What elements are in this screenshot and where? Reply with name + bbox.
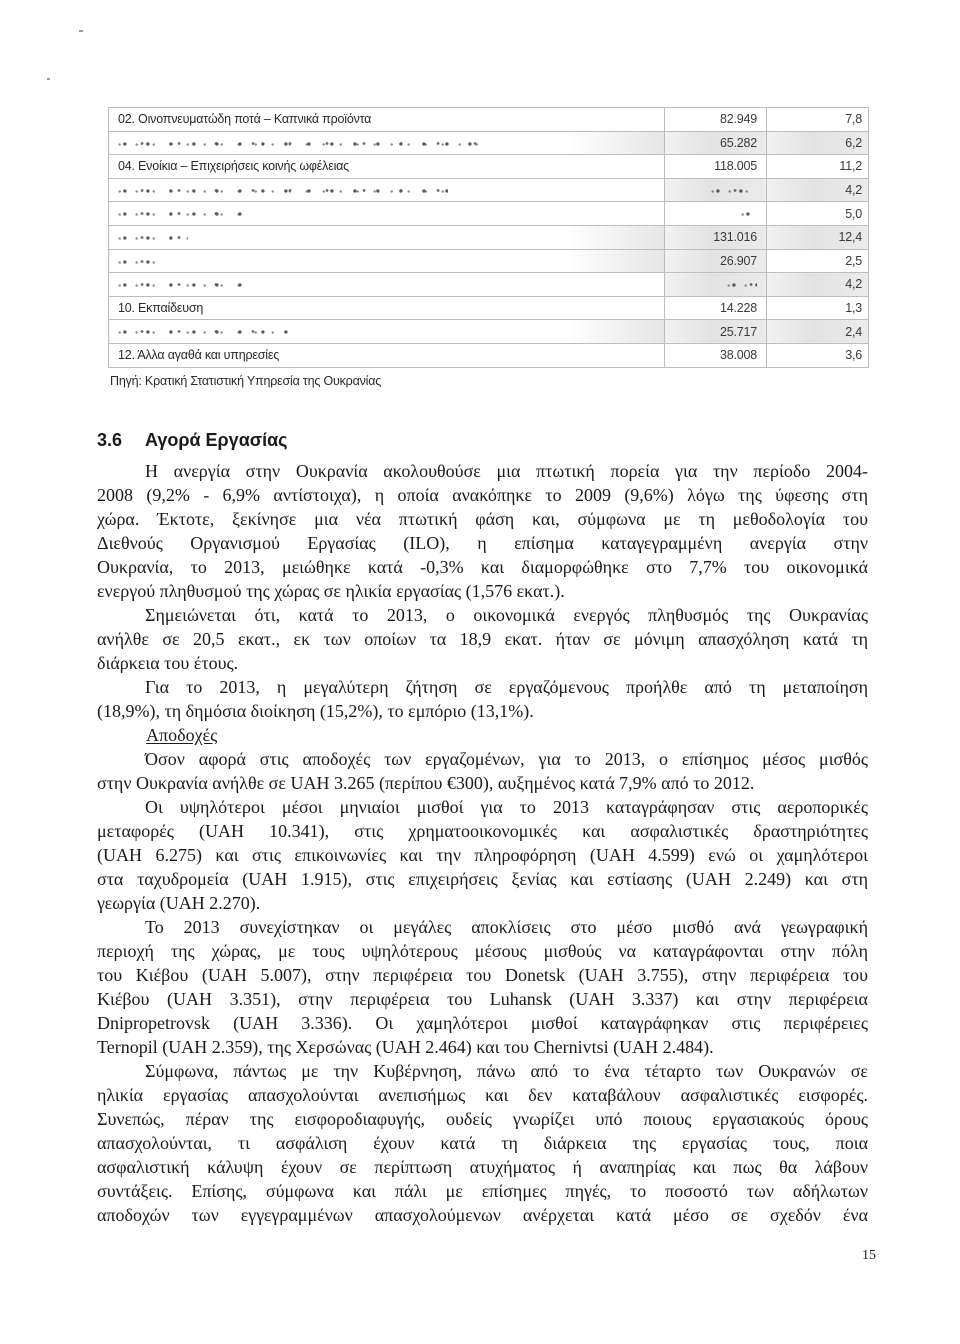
paragraph-line: ανήλθε σε 20,5 εκατ., εκ των οποίων τα 18,9 εκατ. ήταν σε μόνιμη απασχόληση κατά τη (97, 629, 868, 649)
row-amount: 82.949 (665, 108, 767, 132)
row-label: 04. Ενοίκια – Επιχειρήσεις κοινής ωφέλειας (109, 155, 665, 179)
paragraph-line: ηλικία εργασίας απασχολούνται ανεπισήμως και δεν καταβάλουν ασφαλιστικές εισφορές. (97, 1085, 868, 1105)
paragraph (97, 795, 868, 915)
paragraph-line: γεωργία (UAH 2.270). (97, 893, 261, 913)
paragraph-line: του Κιέβου (UAH 5.007), στην περιφέρεια του Donetsk (UAH 3.755), στην περιφέρεια του (97, 965, 868, 985)
table-row (109, 108, 869, 132)
paragraph-line: 2008 (9,2% - 6,9% αντίστοιχα), η οποία ανακόπηκε το 2009 (9,6%) λόγω της ύφεσης στη (97, 485, 868, 505)
scan-speck (79, 30, 83, 32)
row-label (109, 249, 665, 273)
paragraph-line: Όσον αφορά στις αποδοχές των εργαζομένων, για το 2013, ο επίσημος μέσος μισθός (145, 749, 868, 769)
scan-noise (711, 186, 757, 196)
row-share: 11,2 (767, 155, 869, 179)
paragraph-line: Οι υψηλότεροι μέσοι μηνιαίοι μισθοί για το 2013 καταγράφησαν στις αεροπορικές (145, 797, 868, 817)
paragraph-line: περιοχή της χώρας, με τους υψηλότερους μέσους μισθούς να καταγράφονται στην πόλη (97, 941, 868, 961)
subheading-wages: Αποδοχές (146, 725, 218, 745)
row-amount: 14.228 (665, 296, 767, 320)
paragraph-line: Ternopil (UAH 2.359), της Χερσώνας (UAH 2.464) και του Chernivtsi (UAH 2.484). (97, 1037, 714, 1057)
row-amount: 26.907 (665, 249, 767, 273)
row-share: 4,2 (767, 273, 869, 297)
row-amount: 118.005 (665, 155, 767, 179)
paragraph-line: διάρκεια του έτους. (97, 653, 239, 673)
row-label: 10. Εκπαίδευση (109, 296, 665, 320)
row-label (109, 273, 665, 297)
table-row (109, 320, 869, 344)
row-amount (665, 273, 767, 297)
row-share: 1,3 (767, 296, 869, 320)
paragraph (97, 747, 868, 795)
table-source: Πηγή: Κρατική Στατιστική Υπηρεσία της Ουκρανίας (110, 374, 382, 388)
row-label (109, 225, 665, 249)
page-number: 15 (862, 1248, 876, 1263)
scan-noise (118, 139, 478, 149)
table-row (109, 273, 869, 297)
paragraph-line: (UAH 6.275) και στις επικοινωνίες και την πληροφόρηση (UAH 4.599) ενώ οι χαμηλότεροι (97, 845, 868, 865)
scan-noise (118, 280, 248, 290)
paragraph-line: Σημειώνεται ότι, κατά το 2013, ο οικονομικά ενεργός πληθυσμός της Ουκρανίας (145, 605, 868, 625)
row-amount (665, 202, 767, 226)
paragraph-line: Ουκρανία, το 2013, μειώθηκε κατά -0,3% και διαμορφώθηκε στο 7,7% του οικονομικά (97, 557, 868, 577)
paragraph (97, 915, 868, 1059)
paragraph-line: Dnipropetrovsk (UAH 3.336). Οι χαμηλότεροι μισθοί καταγράφηκαν στις περιφέρειες (97, 1013, 868, 1033)
scan-noise (118, 233, 188, 243)
table-row (109, 296, 869, 320)
row-label (109, 202, 665, 226)
section-heading (97, 428, 397, 452)
row-share: 2,4 (767, 320, 869, 344)
paragraph-line: Το 2013 συνεχίστηκαν οι μεγάλες αποκλίσεις στο μέσο μισθό ανά γεωγραφική (145, 917, 868, 937)
paragraph-line: ενεργού πληθυσμού της χώρας σε ηλικία εργασίας (1,576 εκατ.). (97, 581, 565, 601)
row-amount: 65.282 (665, 131, 767, 155)
table-row (109, 343, 869, 367)
scan-noise (118, 327, 288, 337)
row-share: 4,2 (767, 178, 869, 202)
row-label (109, 131, 665, 155)
paragraph (97, 675, 868, 723)
row-amount: 25.717 (665, 320, 767, 344)
expenditure-table (108, 107, 869, 368)
paragraph-line: Για το 2013, η μεγαλύτερη ζήτηση σε εργαζόμενους προήλθε από τη μεταποίηση (145, 677, 868, 697)
row-share: 12,4 (767, 225, 869, 249)
row-label: 12. Άλλα αγαθά και υπηρεσίες (109, 343, 665, 367)
row-label (109, 178, 665, 202)
scan-noise (118, 186, 448, 196)
paragraph-line: Σύμφωνα, πάντως με την Κυβέρνηση, πάνω από το ένα τέταρτο των Ουκρανών σε (145, 1061, 868, 1081)
paragraph-line: Κιέβου (UAH 3.351), στην περιφέρεια του Luhansk (UAH 3.337) και στην περιφέρεια (97, 989, 868, 1009)
row-amount: 38.008 (665, 343, 767, 367)
row-share: 3,6 (767, 343, 869, 367)
paragraph (97, 459, 868, 603)
row-share: 5,0 (767, 202, 869, 226)
row-label: 02. Οινοπνευματώδη ποτά – Καπνικά προϊόντα (109, 108, 665, 132)
table-row (109, 178, 869, 202)
paragraph-line: απασχολούνται, τι ασφάλιση έχουν κατά τη διάρκεια της εργασίας τους, ποια (97, 1133, 868, 1153)
paragraph-line: στα ταχυδρομεία (UAH 1.915), στις επιχειρήσεις ξενίας και εστίασης (UAH 2.249) και στη (97, 869, 868, 889)
scan-speck (47, 78, 50, 80)
table-row (109, 202, 869, 226)
row-amount: 131.016 (665, 225, 767, 249)
table-row (109, 155, 869, 179)
row-amount (665, 178, 767, 202)
scan-noise (727, 280, 757, 290)
body-text (97, 459, 868, 1227)
paragraph-line: ασφαλιστική κάλυψη έχουν σε περίπτωση ατυχήματος ή αναπηρίας και πως θα λάβουν (97, 1157, 868, 1177)
row-share: 7,8 (767, 108, 869, 132)
paragraph-line: χώρα. Έκτοτε, ξεκίνησε μια νέα πτωτική φάση και, σύμφωνα με τη μεθοδολογία του (97, 509, 868, 529)
paragraph-line: αποδοχών των εγγεγραμμένων απασχολούμενων ανέρχεται κατά μέσο σε σχεδόν ένα (97, 1205, 868, 1225)
paragraph (97, 603, 868, 675)
row-share: 6,2 (767, 131, 869, 155)
row-label (109, 320, 665, 344)
paragraph-line: στην Ουκρανία ανήλθε σε UAH 3.265 (περίπου €300), αυξημένος κατά 7,9% από το 2012. (97, 773, 755, 793)
scan-noise (741, 209, 757, 219)
paragraph-line: Συνεπώς, πέραν της εισφοροδιαφυγής, ουδείς γνωρίζει υπό ποιους εργασιακούς όρους (97, 1109, 868, 1129)
section-number: 3.6 (97, 430, 123, 450)
paragraph-line: Η ανεργία στην Ουκρανία ακολουθούσε μια πτωτική πορεία για την περίοδο 2004- (145, 461, 868, 481)
table-row (109, 131, 869, 155)
table-row (109, 225, 869, 249)
paragraph-line: Διεθνούς Οργανισμού Εργασίας (ILO), η επίσημα καταγεγραμμένη ανεργία στην (97, 533, 868, 553)
paragraph-line: (18,9%), τη δημόσια διοίκηση (15,2%), το εμπόριο (13,1%). (97, 701, 534, 721)
paragraph (97, 1059, 868, 1227)
scan-noise (118, 209, 248, 219)
table-row (109, 249, 869, 273)
paragraph-line: μεταφορές (UAH 10.341), στις χρηματοοικονομικές και ασφαλιστικές δραστηριότητες (97, 821, 868, 841)
paragraph-line: συντάξεις. Επίσης, σύμφωνα και πάλι με επίσημες πηγές, το ποσοστό των αδήλωτων (97, 1181, 868, 1201)
scan-noise (118, 257, 163, 267)
section-title: Αγορά Εργασίας (145, 430, 288, 450)
row-share: 2,5 (767, 249, 869, 273)
